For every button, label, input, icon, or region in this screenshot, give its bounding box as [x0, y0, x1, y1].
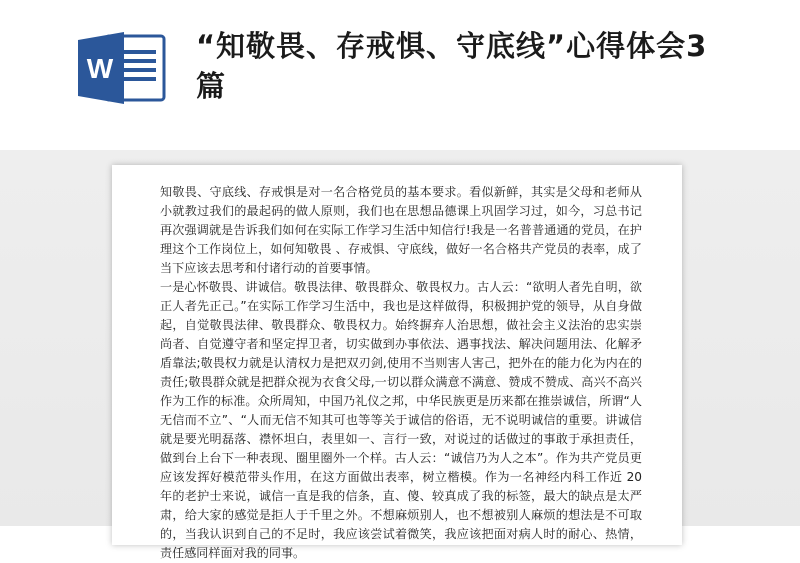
- document-body: [160, 183, 642, 563]
- paragraph-intro: 知敬畏、守底线、存戒惧是对一名合格党员的基本要求。看似新鲜，其实是父母和老师从小就教过我们的最起码的做人原则，我们也在思想品德课上巩固学习过，如今，习总书记再次强调就是告诉我们如何在实际工作学习生活中知信行!我是一名普普通通的党员，在护理这个工作岗位上，如何知敬畏 、存戒惧、守底线，做好一名合格共产党员的表率，成了当下应该去思考和付诸行动的首要事情。: [160, 185, 642, 275]
- word-icon-letter: W: [86, 53, 114, 84]
- word-document-icon: [72, 30, 168, 106]
- document-title: “知敬畏、存戒惧、守底线”心得体会3篇: [196, 29, 708, 103]
- document-page: [112, 165, 682, 560]
- header: [0, 0, 800, 150]
- paragraph-section-one: 一是心怀敬畏、讲诚信。敬畏法律、敬畏群众、敬畏权力。古人云：“欲明人者先自明，欲正人者先正己。”在实际工作学习生活中，我也是这样做得，积极拥护党的领导，从自身做起，自觉敬畏法律、敬畏群众、敬畏权力。始终摒弃人治思想，做社会主义法治的忠实崇尚者、自觉遵守者和坚定捍卫者，切实做到办事依法、遇事找法、解决问题用法、化解矛盾靠法;敬畏权力就是认清权力是把双刃剑,使用不当则害人害己，把外在的能力化为内在的责任;敬畏群众就是把群众视为衣食父母,一切以群众满意不满意、赞成不赞成、高兴不高兴作为工作的标准。众所周知，中国乃礼仪之邦，中华民族更是历来都在推崇诚信，所谓“人无信而不立”、“人而无信不知其可也等等关于诚信的俗语，无不说明诚信的重要。讲诚信就是要光明磊落、襟怀坦白，表里如一、言行一致，对说过的话做过的事敢于承担责任，做到台上台下一种表现、圈里圈外一个样。古人云：“诚信乃为人之本”。作为共产党员更应该发挥好模范带头作用，在这方面做出表率，树立楷模。作为一名神经内科工作近 20 年的老护士来说，诚信一直是我的信条，直、傻、较真成了我的标签，最大的缺点是太严肃，给大家的感觉是拒人于千里之外。不想麻烦别人，也不想被别人麻烦的想法是不可取的，当我认识到自己的不足时，我应该尝试着微笑，我应该把面对病人时的耐心、热情，责任感同样面对我的同事。: [160, 280, 642, 560]
